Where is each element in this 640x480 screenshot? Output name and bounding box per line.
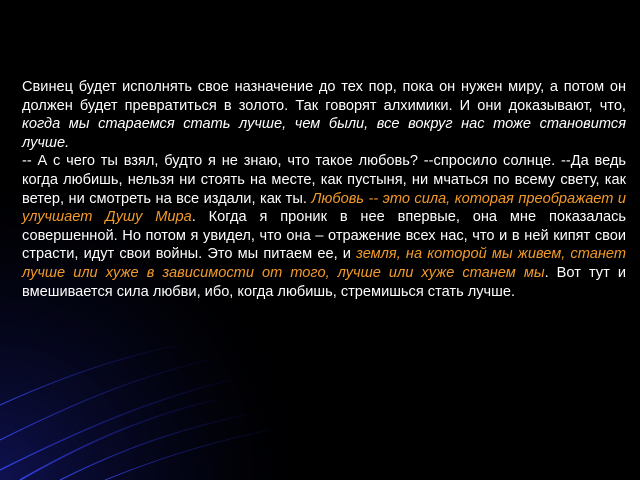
- paragraph-alchemists-text: Свинец будет исполнять свое назначение до тех пор, пока он нужен миру, а потом он должен будет превратиться в золото. Так говорят алхимики. И они доказывают, что,: [22, 79, 626, 114]
- paragraph-sun-highlight-1: Любовь -- это сила, которая преображает и улучшает Душу Мира: [22, 190, 627, 226]
- paragraph-sun-text-3: . Вот тут и вмешивается сила любви, ибо, когда любишь, стремишься стать лучше.: [22, 264, 626, 300]
- quote-text-block: [22, 78, 626, 301]
- paragraph-sun-dialogue: [22, 152, 626, 301]
- paragraph-sun-text-2: . Когда я проник в нее впервые, она мне показалась совершенной. Но потом я увидел, что она – отражение всех нас, что и в ней кипят свои страсти, идут свои войны. Это мы питаем ее, и: [22, 209, 626, 263]
- paragraph-alchemists: [22, 78, 626, 152]
- paragraph-sun-highlight-2: земля, на которой мы живем, станет лучше или хуже в зависимости от того, лучше или хуже станем мы: [22, 246, 626, 281]
- paragraph-sun-text-1: -- А с чего ты взял, будто я не знаю, что такое любовь? --спросило солнце. --Да ведь когда любишь, нельзя ни стоять на месте, как пустыня, ни мчаться по всему свету, как ветер, ни смотреть на все издали, как ты.: [22, 153, 626, 207]
- paragraph-alchemists-italic: когда мы стараемся стать лучше, чем были, все вокруг нас тоже становится лучше.: [22, 116, 626, 151]
